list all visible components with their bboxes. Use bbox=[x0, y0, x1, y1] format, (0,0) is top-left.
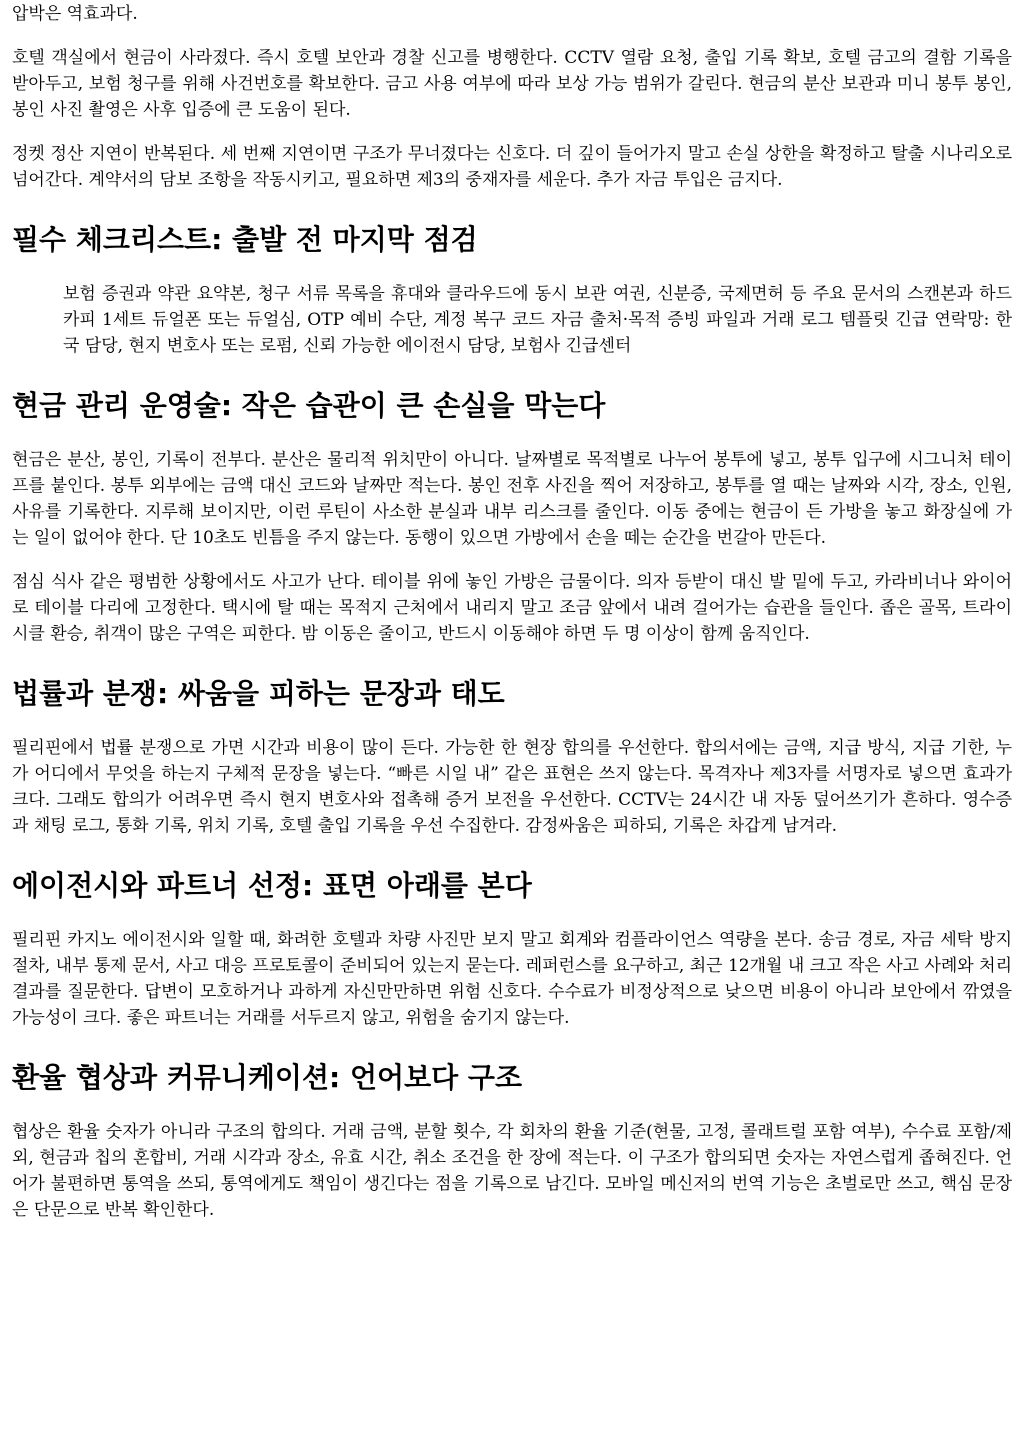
intro-paragraph-2: 호텔 객실에서 현금이 사라졌다. 즉시 호텔 보안과 경찰 신고를 병행한다. CCTV 열람 요청, 출입 기록 확보, 호텔 금고의 결함 기록을 받아두고, 보험 청구를 위해 사건번호를 확보한다. 금고 사용 여부에 따라 보상 가능 범위가 갈린다. 현금의 분산 보관과 미니 봉투 봉인, 봉인 사진 촬영은 사후 입증에 큰 도움이 된다. bbox=[12, 48, 1012, 120]
cash-section bbox=[12, 389, 1012, 647]
cash-paragraph-1: 현금은 분산, 봉인, 기록이 전부다. 분산은 물리적 위치만이 아니다. 날짜별로 목적별로 나누어 봉투에 넣고, 봉투 입구에 시그니처 테이프를 붙인다. 봉투 외부에는 금액 대신 코드와 날짜만 적는다. 봉인 전후 사진을 찍어 저장하고, 봉투를 열 때는 날짜와 시각, 장소, 인원, 사유를 기록한다. 지루해 보이지만, 이런 루틴이 사소한 분실과 내부 리스크를 줄인다. 이동 중에는 현금이 든 가방을 놓고 화장실에 가는 일이 없어야 한다. 단 10초도 빈틈을 주지 않는다. 동행이 있으면 가방에서 손을 떼는 순간을 번갈아 만든다. bbox=[12, 450, 1012, 548]
cash-heading: 현금 관리 운영술: 작은 습관이 큰 손실을 막는다 bbox=[12, 389, 606, 422]
exchange-paragraph-1: 협상은 환율 숫자가 아니라 구조의 합의다. 거래 금액, 분할 횟수, 각 회차의 환율 기준(현물, 고정, 콜래트럴 포함 여부), 수수료 포함/제외, 현금과 칩의 혼합비, 거래 시각과 장소, 유효 시간, 취소 조건을 한 장에 적는다. 이 구조가 합의되면 숫자는 자연스럽게 좁혀진다. 언어가 불편하면 통역을 쓰되, 통역에게도 책임이 생긴다는 점을 기록으로 남긴다. 모바일 메신저의 번역 기능은 초벌로만 쓰고, 핵심 문장은 단문으로 반복 확인한다. bbox=[12, 1122, 1012, 1220]
agency-paragraph-1: 필리핀 카지노 에이전시와 일할 때, 화려한 호텔과 차량 사진만 보지 말고 회계와 컴플라이언스 역량을 본다. 송금 경로, 자금 세탁 방지 절차, 내부 통제 문서, 사고 대응 프로토콜이 준비되어 있는지 묻는다. 레퍼런스를 요구하고, 최근 12개월 내 크고 작은 사고 사례와 처리 결과를 질문한다. 답변이 모호하거나 과하게 자신만만하면 위험 신호다. 수수료가 비정상적으로 낮으면 비용이 아니라 보안에서 깎였을 가능성이 크다. 좋은 파트너는 거래를 서두르지 않고, 위험을 숨기지 않는다. bbox=[12, 930, 1012, 1028]
legal-heading: 법률과 분쟁: 싸움을 피하는 문장과 태도 bbox=[12, 677, 505, 710]
checklist-heading: 필수 체크리스트: 출발 전 마지막 점검 bbox=[12, 223, 478, 256]
intro-paragraph-3: 정켓 정산 지연이 반복된다. 세 번째 지연이면 구조가 무너졌다는 신호다. 더 깊이 들어가지 말고 손실 상한을 확정하고 탈출 시나리오로 넘어간다. 계약서의 담보 조항을 작동시키고, 필요하면 제3의 중재자를 세운다. 추가 자금 투입은 금지다. bbox=[12, 144, 1012, 190]
agency-section bbox=[12, 869, 1012, 1031]
agency-heading: 에이전시와 파트너 선정: 표면 아래를 본다 bbox=[12, 869, 532, 902]
cash-paragraph-2: 점심 식사 같은 평범한 상황에서도 사고가 난다. 테이블 위에 놓인 가방은 금물이다. 의자 등받이 대신 발 밑에 두고, 카라비너나 와이어로 테이블 다리에 고정한다. 택시에 탈 때는 목적지 근처에서 내리지 말고 조금 앞에서 내려 걸어가는 습관을 들인다. 좁은 골목, 트라이시클 환승, 취객이 많은 구역은 피한다. 밤 이동은 줄이고, 반드시 이동해야 하면 두 명 이상이 함께 움직인다. bbox=[12, 572, 1012, 644]
legal-paragraph-1: 필리핀에서 법률 분쟁으로 가면 시간과 비용이 많이 든다. 가능한 한 현장 합의를 우선한다. 합의서에는 금액, 지급 방식, 지급 기한, 누가 어디에서 무엇을 하는지 구체적 문장을 넣는다. “빠른 시일 내” 같은 표현은 쓰지 않는다. 목격자나 제3자를 서명자로 넣으면 효과가 크다. 그래도 합의가 어려우면 즉시 현지 변호사와 접촉해 증거 보전을 우선한다. CCTV는 24시간 내 자동 덮어쓰기가 흔하다. 영수증과 채팅 로그, 통화 기록, 위치 기록, 호텔 출입 기록을 우선 수집한다. 감정싸움은 피하되, 기록은 차갑게 남겨라. bbox=[12, 738, 1012, 836]
legal-section bbox=[12, 677, 1012, 839]
checklist-text: 보험 증권과 약관 요약본, 청구 서류 목록을 휴대와 클라우드에 동시 보관 여권, 신분증, 국제면허 등 주요 문서의 스캔본과 하드카피 1세트 듀얼폰 또는 듀얼심, OTP 예비 수단, 계정 복구 코드 자금 출처·목적 증빙 파일과 거래 로그 템플릿 긴급 연락망: 한국 담당, 현지 변호사 또는 로펌, 신뢰 가능한 에이전시 담당, 보험사 긴급센터 bbox=[63, 284, 1012, 356]
exchange-section bbox=[12, 1061, 1012, 1223]
checklist-section bbox=[12, 223, 1012, 359]
intro-paragraph-1: 압박은 역효과다. bbox=[12, 4, 138, 24]
exchange-heading: 환율 협상과 커뮤니케이션: 언어보다 구조 bbox=[12, 1061, 523, 1094]
